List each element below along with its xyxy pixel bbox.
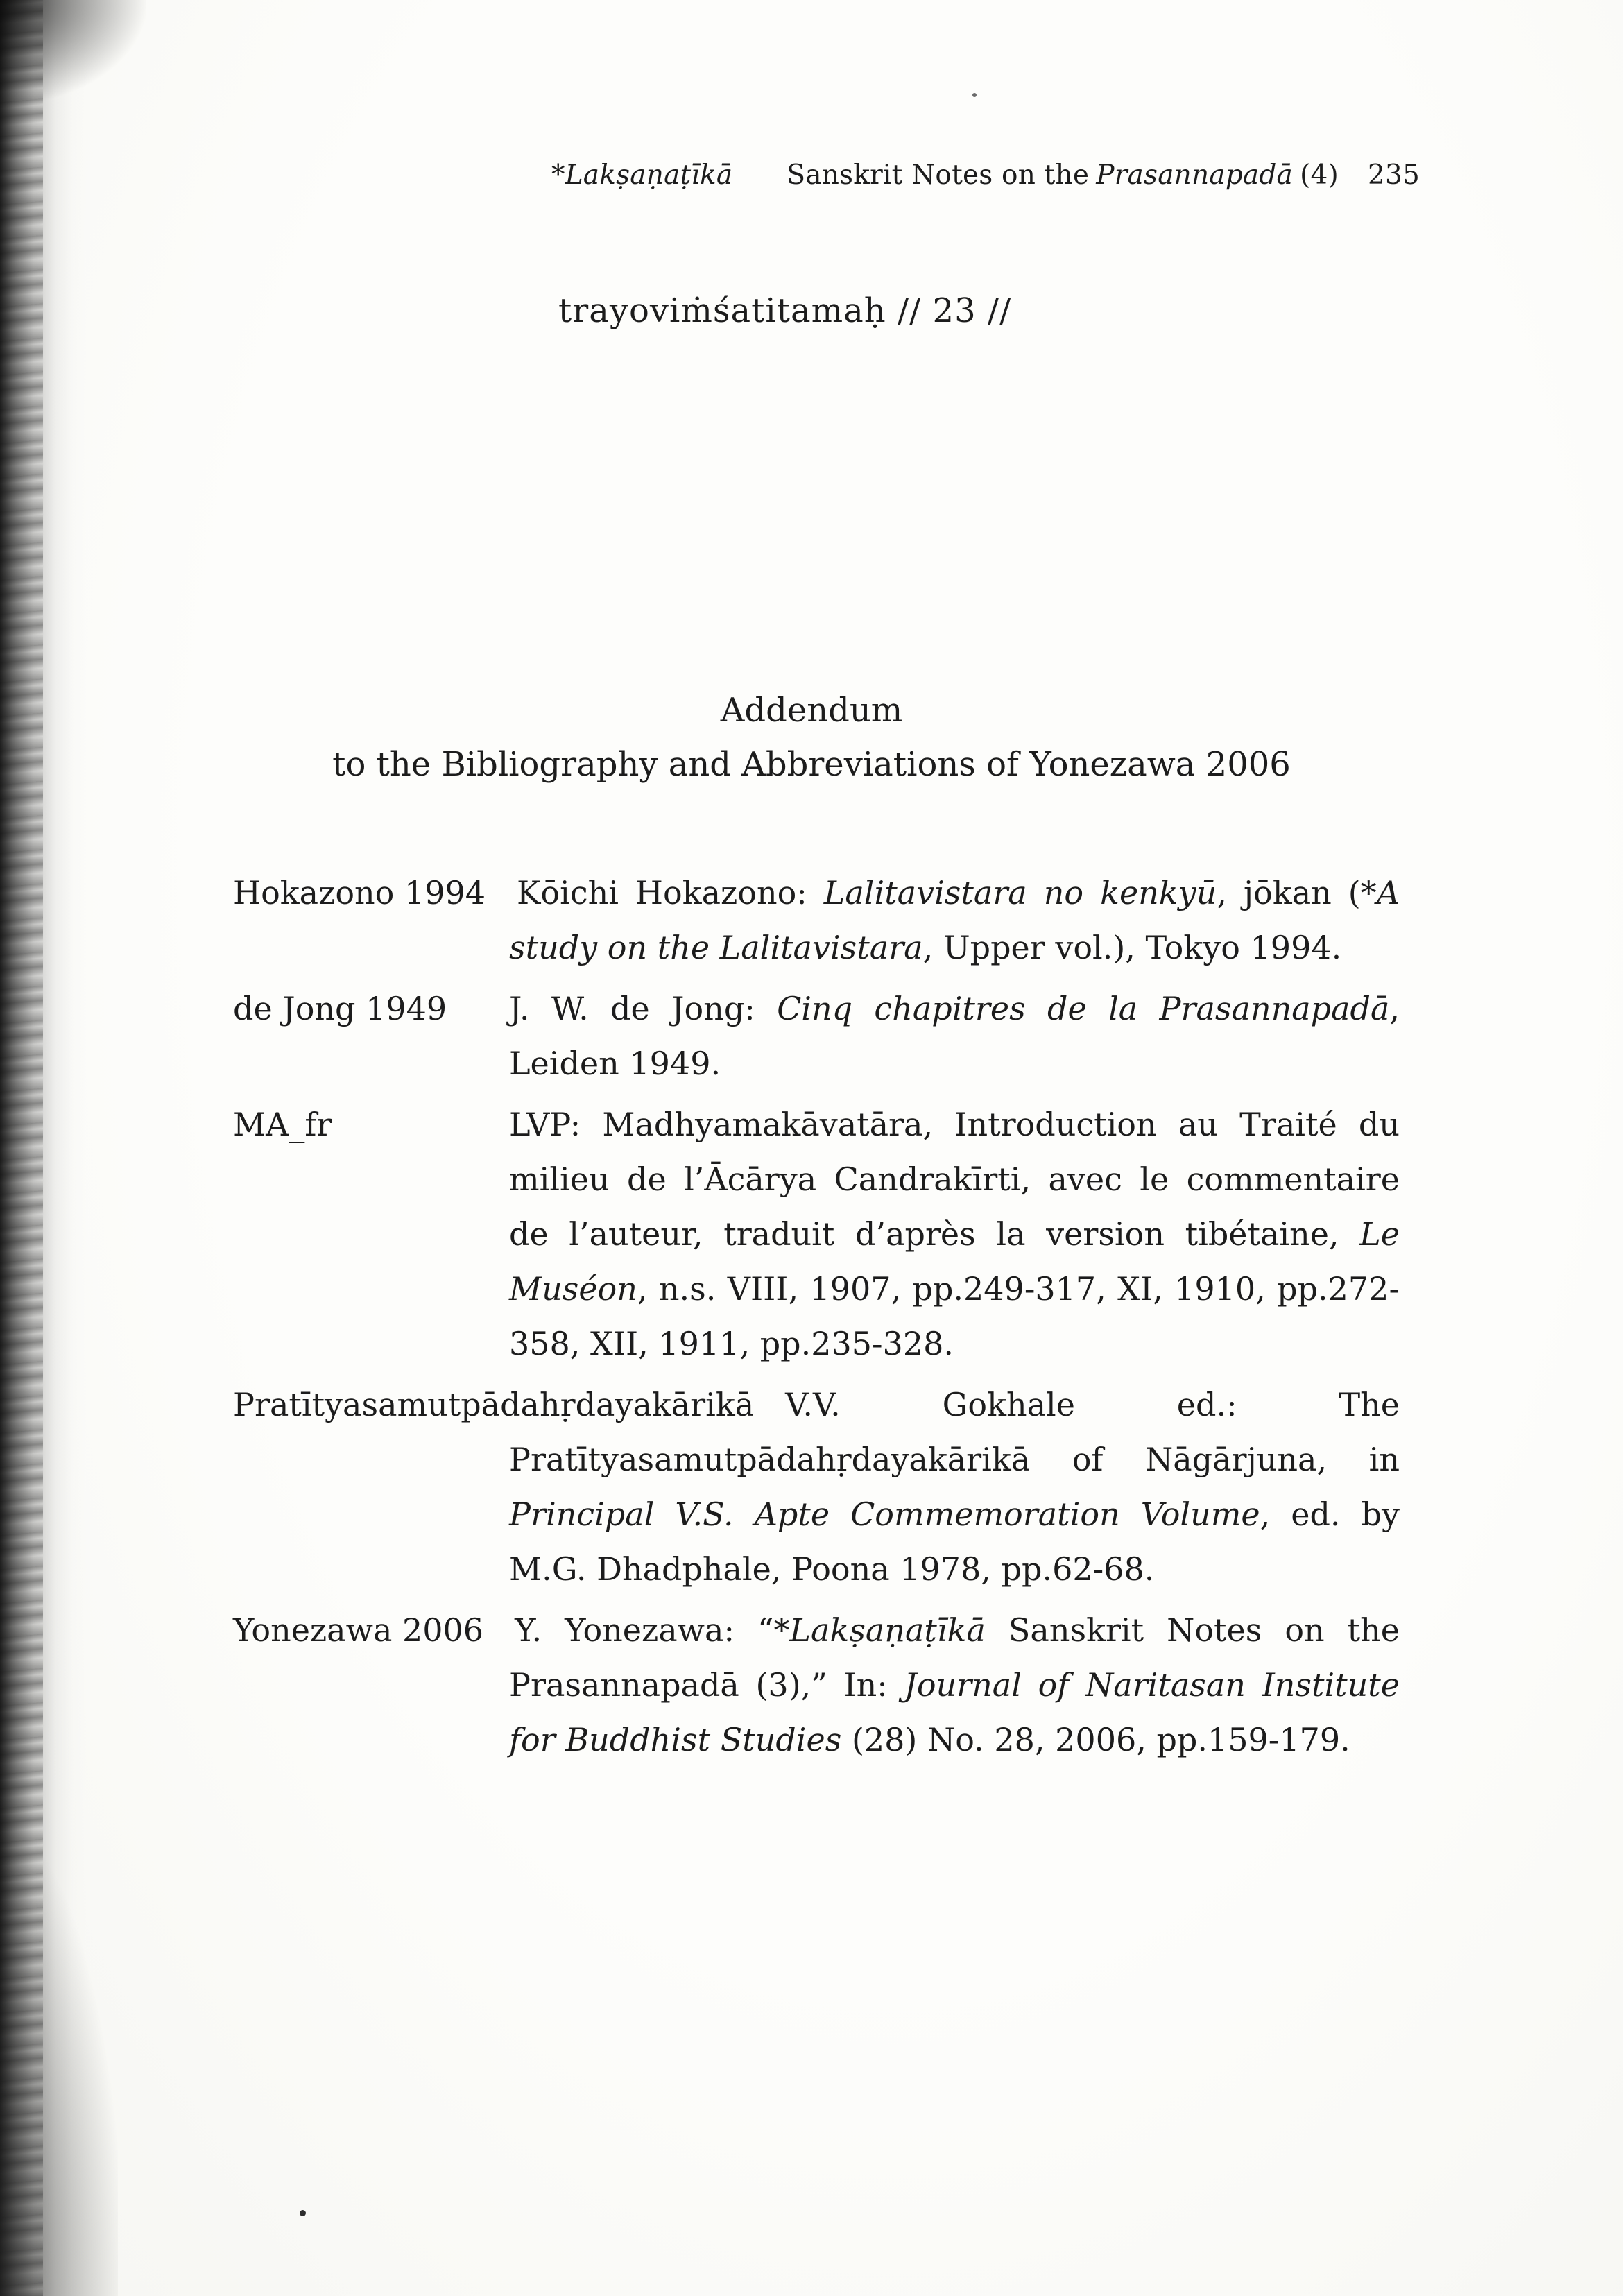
- entry-body: LVP: Madhyamakāvatāra, Introduction au Traité du milieu de l’Ācārya Candrakīrti, avec le commentaire de l’auteur, traduit d’après la version tibétaine, Le Muséon, n.s. VIII, 1907, pp.249-317, XI, 1910, pp.272-358, XII, 1911, pp.235-328.: [509, 1106, 1400, 1362]
- header-subtitle-italic: Prasannapadā: [1096, 160, 1293, 191]
- bibliography-entry: [233, 1603, 1400, 1767]
- entry-label: Pratītyasamutpādahṛdayakārikā: [233, 1386, 755, 1423]
- bibliography-entry: [233, 982, 1400, 1091]
- entry-label: MA_fr: [233, 1106, 332, 1143]
- addendum-title: Addendum: [720, 691, 903, 730]
- addendum-subtitle: to the Bibliography and Abbreviations of Yonezawa 2006: [332, 745, 1291, 784]
- scan-speck: [300, 2210, 306, 2216]
- bibliography-entry: [233, 866, 1400, 975]
- scan-speck: [972, 93, 977, 97]
- header-issue-number: (4): [1300, 160, 1339, 191]
- entry-label: Yonezawa 2006: [233, 1611, 484, 1649]
- entry-body: Kōichi Hokazono: Lalitavistara no kenkyū, jōkan (*A study on the Lalitavistara, Upper vol.), Tokyo 1994.: [509, 874, 1400, 966]
- header-work-title: *Lakṣaṇaṭīkā: [551, 160, 733, 191]
- scan-artifact-top: [0, 0, 146, 104]
- running-header: [551, 160, 1420, 191]
- header-subtitle-roman: Sanskrit Notes on the: [787, 160, 1090, 191]
- entry-label: Hokazono 1994: [233, 874, 486, 911]
- addendum-heading: [118, 683, 1505, 791]
- bibliography-entry: [233, 1378, 1400, 1597]
- entry-body: V.V. Gokhale ed.: The Pratītyasamutpādahṛdayakārikā of Nāgārjuna, in Principal V.S. Apte Commemoration Volume, ed. by M.G. Dhadphale, Poona 1978, pp.62-68.: [509, 1386, 1400, 1588]
- header-page-number: 235: [1367, 160, 1420, 191]
- entry-body: J. W. de Jong: Cinq chapitres de la Prasannapadā, Leiden 1949.: [509, 990, 1400, 1082]
- header-subtitle: [787, 160, 1339, 191]
- verse-line: trayoviṁśatitamaḥ // 23 //: [558, 291, 1012, 330]
- scan-artifact-bottom: [0, 1852, 118, 2296]
- entry-label: de Jong 1949: [233, 990, 447, 1027]
- bibliography: [233, 866, 1400, 1774]
- entry-body: Y. Yonezawa: “*Lakṣaṇaṭīkā Sanskrit Notes on the Prasannapadā (3),” In: Journal of Naritasan Institute for Buddhist Studies (28) No. 28, 2006, pp.159-179.: [509, 1611, 1400, 1758]
- bibliography-entry: [233, 1097, 1400, 1371]
